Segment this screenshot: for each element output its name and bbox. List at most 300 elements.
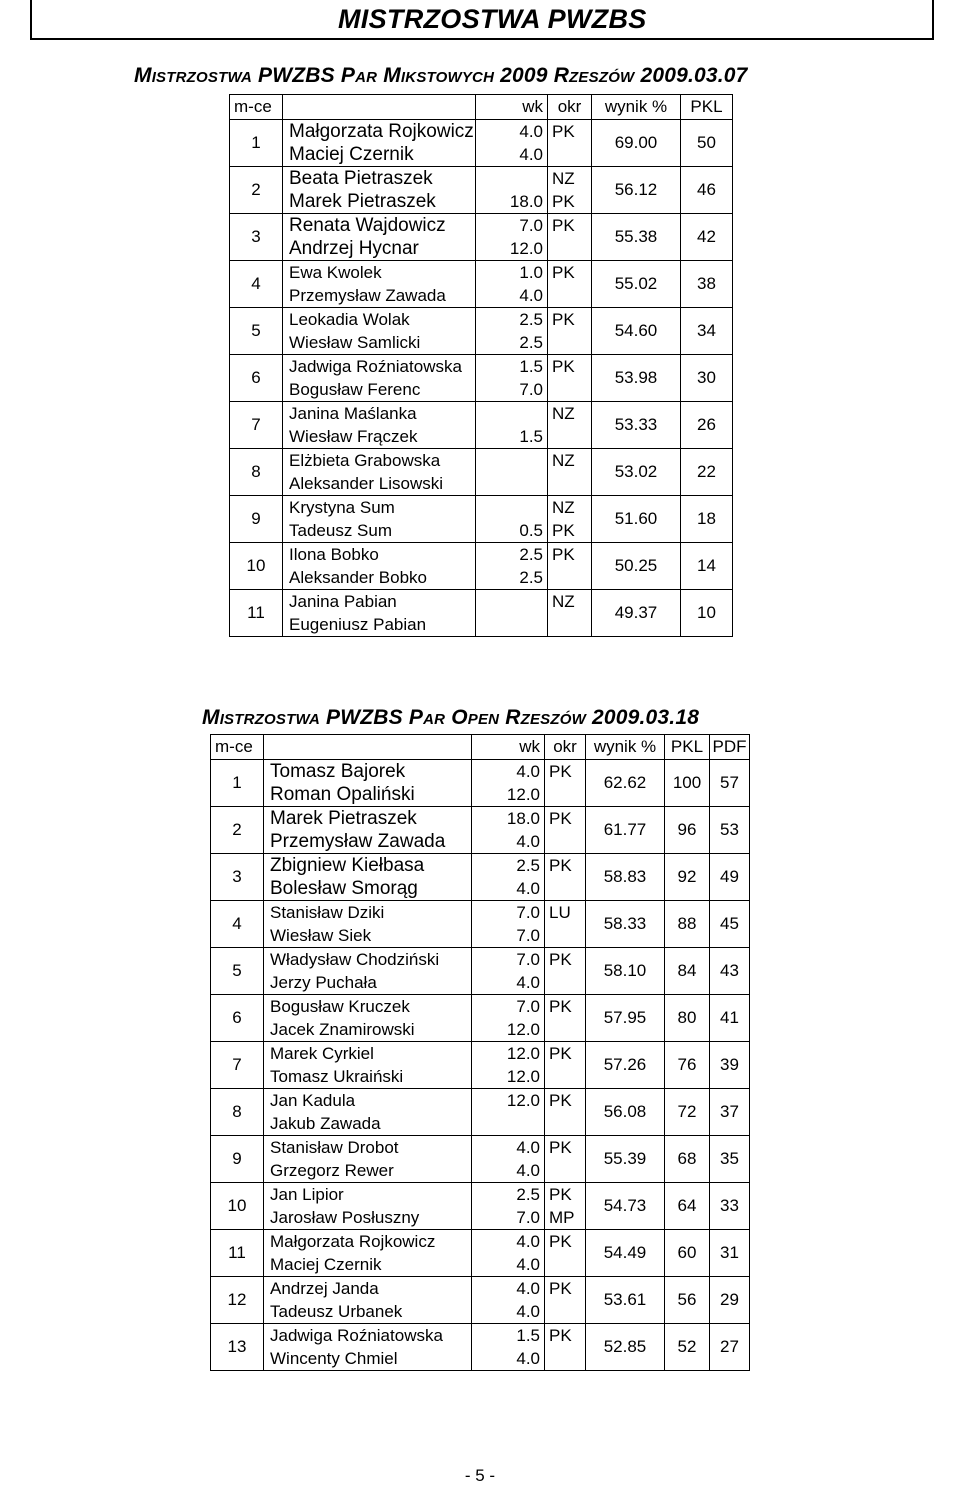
wk-value: 2.5 (519, 333, 543, 352)
table-row (230, 167, 733, 214)
okr-value (549, 1253, 585, 1276)
player-name: Krystyna Sum (289, 498, 395, 517)
pair-names-cell (264, 1277, 472, 1324)
header-row (211, 735, 750, 760)
wk-cell (476, 449, 548, 496)
okr-cell (548, 590, 592, 637)
okr-cell (545, 1089, 586, 1136)
okr-value: NZ (552, 404, 575, 423)
pkl-points: 72 (665, 1089, 710, 1136)
okr-cell (548, 214, 592, 261)
score-percent: 54.49 (586, 1230, 665, 1277)
wk-value: 4.0 (516, 1349, 540, 1368)
wk-cell (472, 901, 545, 948)
pkl-points: 60 (665, 1230, 710, 1277)
wk-value (476, 449, 543, 472)
okr-value: PK (549, 762, 572, 781)
place-cell: 11 (230, 590, 283, 637)
player-name: Maciej Czernik (270, 1255, 382, 1274)
score-percent: 50.25 (592, 543, 681, 590)
okr-cell (548, 167, 592, 214)
okr-value: PK (552, 122, 575, 141)
place-cell: 4 (211, 901, 264, 948)
wk-value: 7.0 (516, 1208, 540, 1227)
wk-value: 2.5 (516, 1185, 540, 1204)
table-row (230, 590, 733, 637)
score-percent: 52.85 (586, 1324, 665, 1371)
okr-value (549, 1065, 585, 1088)
wk-value: 1.5 (519, 357, 543, 376)
wk-value: 4.0 (516, 1232, 540, 1251)
score-percent: 55.39 (586, 1136, 665, 1183)
pkl-points: 30 (681, 355, 733, 402)
player-name: Marek Pietraszek (270, 808, 417, 829)
score-percent: 56.12 (592, 167, 681, 214)
pdf-points: 45 (710, 901, 750, 948)
wk-value: 4.0 (519, 122, 543, 141)
player-name: Janina Maślanka (289, 404, 417, 423)
pkl-points: 56 (665, 1277, 710, 1324)
table-row (211, 760, 750, 807)
okr-value: NZ (552, 451, 575, 470)
player-name: Leokadia Wolak (289, 310, 410, 329)
okr-value: PK (549, 950, 572, 969)
place-cell: 6 (230, 355, 283, 402)
wk-value (476, 590, 543, 613)
wk-value: 4.0 (516, 1138, 540, 1157)
wk-value (476, 167, 543, 190)
score-percent: 53.61 (586, 1277, 665, 1324)
score-percent: 53.02 (592, 449, 681, 496)
okr-value: PK (552, 216, 575, 235)
okr-cell (545, 1277, 586, 1324)
pair-names-cell (283, 308, 476, 355)
okr-value (549, 830, 585, 853)
okr-value (552, 331, 591, 354)
wk-value (476, 402, 543, 425)
table-row (211, 948, 750, 995)
table-row (211, 854, 750, 901)
table-row (230, 120, 733, 167)
place-cell: 5 (230, 308, 283, 355)
player-name: Jarosław Posłuszny (270, 1208, 420, 1227)
score-percent: 62.62 (586, 760, 665, 807)
player-name: Tomasz Ukraiński (270, 1067, 404, 1086)
pdf-points: 29 (710, 1277, 750, 1324)
player-name: Wiesław Samlicki (289, 333, 421, 352)
table-row (230, 355, 733, 402)
table-row (230, 261, 733, 308)
pkl-points: 46 (681, 167, 733, 214)
open-section-title: Mistrzostwa PWZBS Par Open Rzeszów 2009.03.18 (202, 706, 700, 729)
player-name: Roman Opaliński (270, 784, 415, 805)
player-name: Jacek Znamirowski (270, 1020, 415, 1039)
player-name: Aleksander Bobko (289, 568, 427, 587)
pair-names-cell (264, 901, 472, 948)
okr-value: PK (552, 192, 575, 211)
player-name: Jadwiga Roźniatowska (289, 357, 462, 376)
table-row (211, 1089, 750, 1136)
pkl-points: 42 (681, 214, 733, 261)
wk-value: 7.0 (516, 903, 540, 922)
player-name: Bogusław Kruczek (270, 997, 410, 1016)
header-okr: okr (545, 735, 586, 760)
wk-cell (472, 995, 545, 1042)
pkl-points: 26 (681, 402, 733, 449)
wk-value: 2.5 (519, 568, 543, 587)
player-name: Bogusław Ferenc (289, 380, 421, 399)
wk-cell (472, 1324, 545, 1371)
wk-cell (476, 543, 548, 590)
place-cell: 7 (211, 1042, 264, 1089)
wk-value: 2.5 (516, 856, 540, 875)
wk-value: 4.0 (516, 1279, 540, 1298)
player-name: Elżbieta Grabowska (289, 451, 441, 470)
table-row (230, 449, 733, 496)
pair-names-cell (264, 995, 472, 1042)
player-name: Jan Lipior (270, 1185, 344, 1204)
place-cell: 4 (230, 261, 283, 308)
player-name: Janina Pabian (289, 592, 397, 611)
pdf-points: 27 (710, 1324, 750, 1371)
pair-names-cell (283, 355, 476, 402)
okr-cell (545, 854, 586, 901)
wk-cell (476, 214, 548, 261)
wk-value (476, 472, 543, 495)
okr-cell (545, 901, 586, 948)
wk-value: 1.5 (516, 1326, 540, 1345)
pkl-points: 96 (665, 807, 710, 854)
wk-cell (476, 120, 548, 167)
okr-cell (545, 1324, 586, 1371)
okr-value (552, 425, 591, 448)
player-name: Eugeniusz Pabian (289, 615, 427, 634)
table-row (211, 1277, 750, 1324)
pair-names-cell (283, 496, 476, 543)
okr-value: PK (549, 809, 572, 828)
player-name: Jadwiga Roźniatowska (270, 1326, 443, 1345)
okr-value: PK (549, 1044, 572, 1063)
pair-names-cell (283, 167, 476, 214)
pair-names-cell (283, 590, 476, 637)
player-name: Przemysław Zawada (270, 831, 446, 852)
table-row (211, 995, 750, 1042)
okr-value: LU (549, 903, 571, 922)
player-name: Andrzej Janda (270, 1279, 379, 1298)
header-pkl: PKL (665, 735, 710, 760)
pkl-points: 100 (665, 760, 710, 807)
table-row (211, 1230, 750, 1277)
okr-value (549, 924, 585, 947)
score-percent: 53.98 (592, 355, 681, 402)
place-cell: 10 (230, 543, 283, 590)
pair-names-cell (283, 543, 476, 590)
header-place: m-ce (211, 735, 264, 760)
okr-cell (545, 995, 586, 1042)
score-percent: 54.60 (592, 308, 681, 355)
table-row (211, 1183, 750, 1230)
wk-cell (476, 402, 548, 449)
place-cell: 7 (230, 402, 283, 449)
okr-value (552, 566, 591, 589)
wk-value: 4.0 (519, 286, 543, 305)
table-row (211, 1042, 750, 1089)
mikst-results-table (229, 94, 733, 637)
place-cell: 6 (211, 995, 264, 1042)
score-percent: 57.26 (586, 1042, 665, 1089)
pkl-points: 76 (665, 1042, 710, 1089)
wk-cell (476, 308, 548, 355)
okr-cell (545, 948, 586, 995)
okr-cell (548, 543, 592, 590)
place-cell: 9 (230, 496, 283, 543)
okr-value: PK (549, 856, 572, 875)
pkl-points: 38 (681, 261, 733, 308)
score-percent: 61.77 (586, 807, 665, 854)
page-number: - 5 - (464, 1466, 496, 1485)
player-name: Maciej Czernik (289, 144, 414, 165)
wk-cell (476, 261, 548, 308)
score-percent: 55.02 (592, 261, 681, 308)
okr-value: PK (549, 1138, 572, 1157)
okr-value: PK (552, 310, 575, 329)
pkl-points: 18 (681, 496, 733, 543)
place-cell: 13 (211, 1324, 264, 1371)
pair-names-cell (283, 449, 476, 496)
wk-cell (472, 1277, 545, 1324)
wk-cell (472, 948, 545, 995)
okr-value: PK (552, 545, 575, 564)
pair-names-cell (283, 214, 476, 261)
table-row (230, 214, 733, 261)
okr-cell (548, 449, 592, 496)
pdf-points: 53 (710, 807, 750, 854)
pair-names-cell (264, 1042, 472, 1089)
player-name: Andrzej Hycnar (289, 238, 419, 259)
player-name: Renata Wajdowicz (289, 215, 446, 236)
pdf-points: 57 (710, 760, 750, 807)
okr-value (552, 237, 591, 260)
place-cell: 3 (230, 214, 283, 261)
okr-value: PK (549, 1232, 572, 1251)
place-cell: 2 (211, 807, 264, 854)
pair-names-cell (264, 807, 472, 854)
wk-cell (476, 355, 548, 402)
pair-names-cell (264, 1136, 472, 1183)
score-percent: 57.95 (586, 995, 665, 1042)
okr-cell (548, 402, 592, 449)
okr-cell (548, 120, 592, 167)
place-cell: 8 (211, 1089, 264, 1136)
wk-value: 7.0 (519, 216, 543, 235)
pkl-points: 64 (665, 1183, 710, 1230)
wk-value: 18.0 (506, 809, 540, 828)
wk-value: 12.0 (509, 239, 543, 258)
okr-value: NZ (552, 169, 575, 188)
wk-value: 2.5 (519, 310, 543, 329)
score-percent: 56.08 (586, 1089, 665, 1136)
okr-cell (548, 355, 592, 402)
wk-value (476, 496, 543, 519)
place-cell: 5 (211, 948, 264, 995)
okr-value (549, 1159, 585, 1182)
pkl-points: 50 (681, 120, 733, 167)
wk-value: 1.0 (519, 263, 543, 282)
okr-cell (545, 1230, 586, 1277)
player-name: Beata Pietraszek (289, 168, 433, 189)
header-wynik: wynik % (586, 735, 665, 760)
player-name: Jerzy Puchała (270, 973, 377, 992)
player-name: Grzegorz Rewer (270, 1161, 394, 1180)
wk-value: 4.0 (516, 973, 540, 992)
wk-value: 7.0 (516, 926, 540, 945)
okr-value: PK (552, 521, 575, 540)
table-row (230, 496, 733, 543)
okr-value (549, 1112, 585, 1135)
wk-value: 12.0 (506, 1091, 540, 1110)
score-percent: 58.10 (586, 948, 665, 995)
player-name: Stanisław Drobot (270, 1138, 399, 1157)
pkl-points: 10 (681, 590, 733, 637)
table-row (230, 543, 733, 590)
wk-cell (472, 1136, 545, 1183)
okr-value (552, 378, 591, 401)
player-name: Aleksander Lisowski (289, 474, 444, 493)
wk-value: 4.0 (519, 145, 543, 164)
okr-cell (545, 1183, 586, 1230)
pkl-points: 92 (665, 854, 710, 901)
player-name: Wiesław Siek (270, 926, 372, 945)
score-percent: 69.00 (592, 120, 681, 167)
wk-cell (472, 1183, 545, 1230)
table-row (211, 901, 750, 948)
header-okr: okr (548, 95, 592, 120)
page-header-title: MISTRZOSTWA PWZBS (338, 4, 647, 34)
player-name: Władysław Chodziński (270, 950, 440, 969)
place-cell: 3 (211, 854, 264, 901)
wk-value: 2.5 (519, 545, 543, 564)
player-name: Bolesław Smorąg (270, 878, 418, 899)
wk-cell (476, 167, 548, 214)
pkl-points: 68 (665, 1136, 710, 1183)
pdf-points: 49 (710, 854, 750, 901)
page-header-box (30, 0, 934, 40)
wk-value: 4.0 (516, 1255, 540, 1274)
okr-value: PK (552, 263, 575, 282)
player-name: Wincenty Chmiel (270, 1349, 398, 1368)
player-name: Jan Kadula (270, 1091, 356, 1110)
table-row (211, 807, 750, 854)
pdf-points: 35 (710, 1136, 750, 1183)
wk-value: 12.0 (506, 1044, 540, 1063)
pdf-points: 37 (710, 1089, 750, 1136)
place-cell: 2 (230, 167, 283, 214)
wk-value (476, 613, 543, 636)
header-names-blank (264, 735, 472, 760)
pair-names-cell (264, 1324, 472, 1371)
okr-value (549, 1347, 585, 1370)
mikst-section-title: Mistrzostwa PWZBS Par Mikstowych 2009 Rzeszów 2009.03.07 (134, 64, 748, 87)
okr-value: MP (549, 1208, 575, 1227)
player-name: Marek Pietraszek (289, 191, 436, 212)
open-results-table (210, 734, 750, 1371)
okr-value (549, 1018, 585, 1041)
place-cell: 11 (211, 1230, 264, 1277)
wk-value: 7.0 (516, 950, 540, 969)
wk-value: 4.0 (516, 832, 540, 851)
okr-value (549, 1300, 585, 1323)
place-cell: 1 (211, 760, 264, 807)
wk-value: 12.0 (506, 1067, 540, 1086)
place-cell: 9 (211, 1136, 264, 1183)
place-cell: 12 (211, 1277, 264, 1324)
okr-value (549, 877, 585, 900)
wk-value (472, 1112, 540, 1135)
wk-value: 7.0 (516, 997, 540, 1016)
wk-value: 12.0 (506, 1020, 540, 1039)
header-pkl: PKL (681, 95, 733, 120)
score-percent: 51.60 (592, 496, 681, 543)
header-place: m-ce (230, 95, 283, 120)
player-name: Wiesław Frączek (289, 427, 418, 446)
place-cell: 8 (230, 449, 283, 496)
wk-value: 4.0 (516, 762, 540, 781)
table-row (230, 308, 733, 355)
wk-cell (476, 590, 548, 637)
wk-value: 0.5 (519, 521, 543, 540)
wk-value: 18.0 (509, 192, 543, 211)
pair-names-cell (264, 948, 472, 995)
player-name: Małgorzata Rojkowicz (289, 121, 474, 142)
okr-value: PK (552, 357, 575, 376)
header-wynik: wynik % (592, 95, 681, 120)
player-name: Tadeusz Urbanek (270, 1302, 403, 1321)
wk-value: 7.0 (519, 380, 543, 399)
okr-value (552, 472, 591, 495)
score-percent: 54.73 (586, 1183, 665, 1230)
pdf-points: 41 (710, 995, 750, 1042)
okr-cell (548, 496, 592, 543)
wk-value: 4.0 (516, 879, 540, 898)
pair-names-cell (283, 402, 476, 449)
okr-value (552, 143, 591, 166)
player-name: Jakub Zawada (270, 1114, 381, 1133)
wk-value: 12.0 (506, 785, 540, 804)
pkl-points: 80 (665, 995, 710, 1042)
player-name: Tomasz Bajorek (270, 761, 406, 782)
okr-value: PK (549, 1326, 572, 1345)
okr-cell (545, 1136, 586, 1183)
okr-value (552, 284, 591, 307)
pair-names-cell (283, 120, 476, 167)
table-row (230, 402, 733, 449)
pkl-points: 14 (681, 543, 733, 590)
player-name: Marek Cyrkiel (270, 1044, 374, 1063)
pkl-points: 22 (681, 449, 733, 496)
score-percent: 49.37 (592, 590, 681, 637)
player-name: Przemysław Zawada (289, 286, 446, 305)
okr-value: PK (549, 1091, 572, 1110)
player-name: Ewa Kwolek (289, 263, 382, 282)
wk-cell (472, 1089, 545, 1136)
okr-cell (545, 807, 586, 854)
score-percent: 55.38 (592, 214, 681, 261)
header-names-blank (283, 95, 476, 120)
player-name: Stanisław Dziki (270, 903, 385, 922)
okr-value: NZ (552, 498, 575, 517)
pdf-points: 33 (710, 1183, 750, 1230)
place-cell: 10 (211, 1183, 264, 1230)
